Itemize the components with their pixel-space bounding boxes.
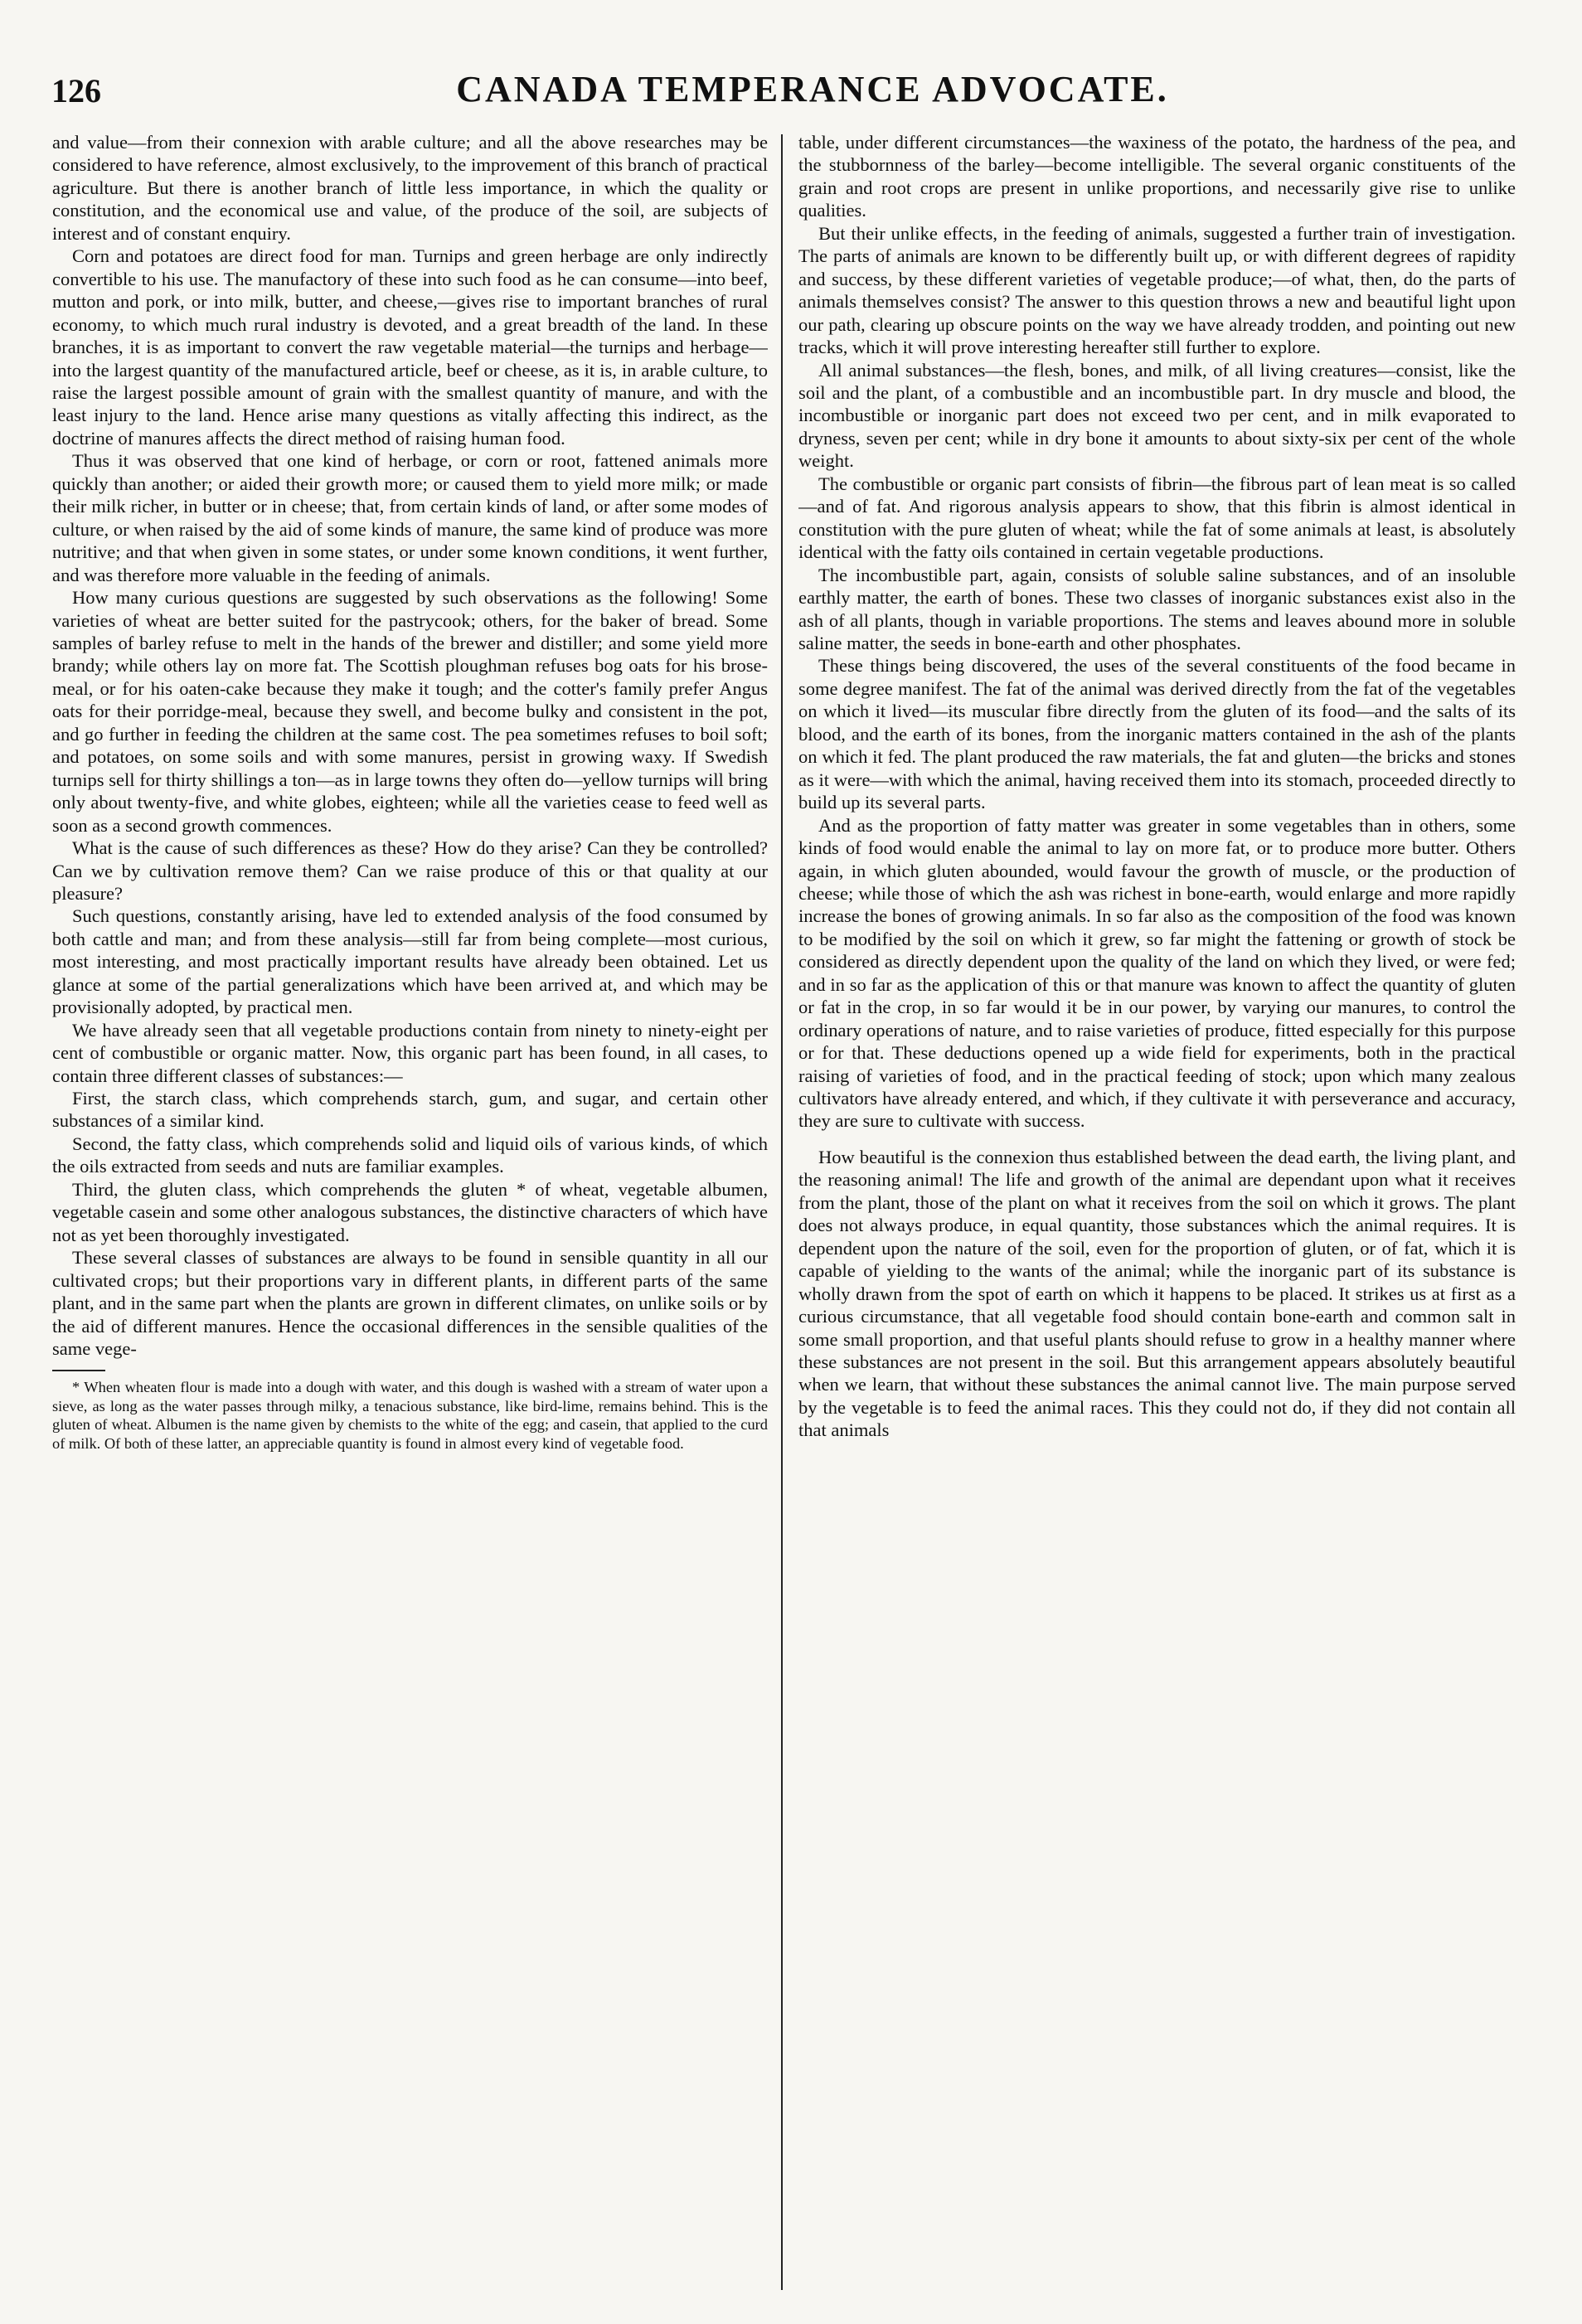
right-column bbox=[798, 131, 1516, 2295]
paragraph: How beautiful is the connexion thus established between the dead earth, the living plant, and the reasoning animal! The life and growth of the animal are dependant upon what it receives from the plant, those of the plant on what it receives from the soil on which it grows. The plant does not always produce, in equal quantity, those substances which the animal requires. It is dependent upon the nature of the soil, even for the proportion of gluten, or of fat, which it is capable of yielding to the wants of the animal; while the inorganic part of its substance is wholly drawn from the spot of earth on which it happens to be placed. It strikes us at first as a curious circumstance, that all vegetable food should contain bone-earth and common salt in some small proportion, and that useful plants should refuse to grow in a healthy manner where these substances are not present in the soil. But this arrangement appears absolutely beautiful when we learn, that without these substances the animal cannot live. The main purpose served by the vegetable is to feed the animal races. This they could not do, if they did not contain all that animals bbox=[798, 1146, 1516, 1441]
page-number: 126 bbox=[51, 72, 101, 109]
paragraph: The combustible or organic part consists of fibrin—the fibrous part of lean meat is so called—and of fat. And rigorous analysis appears to show, that this fibrin is almost identical in constitution with the pure gluten of wheat; while the fat of some animals at least, is absolutely identical with the fatty oils contained in certain vegetable productions. bbox=[798, 473, 1516, 563]
page-header bbox=[33, 68, 1542, 126]
paragraph: But their unlike effects, in the feeding of animals, suggested a further train of investigation. The parts of animals are known to be differently built up, or with different degrees of rapidity and success, by these different varieties of vegetable produce;—of what, then, do the parts of animals themselves consist? The answer to this question throws a new and beautiful light upon our path, clearing up obscure points on the way we have already trodden, and pointing out new tracks, which it will prove interesting hereafter still further to explore. bbox=[798, 222, 1516, 358]
paragraph: How many curious questions are suggested by such observations as the following! Some varieties of wheat are better suited for the pastrycook; others, for the baker of bread. Some samples of barley refuse to melt in the hands of the brewer and distiller; and some yield more brandy; while others lay on more fat. The Scottish ploughman refuses bog oats for his brose-meal, or for his oaten-cake because they make it tough; and the cotter's family prefer Angus oats for their porridge-meal, because they swell, and become bulky and consistent in the pot, and go further in feeding the children at the same cost. The pea sometimes refuses to boil soft; and potatoes, on some soils and with some manures, persist in growing waxy. If Swedish turnips sell for thirty shillings a ton—as in large towns they often do—yellow turnips will bring only about twenty-five, and white globes, eighteen; while all the varieties cease to feed well as soon as a second growth commences. bbox=[52, 587, 768, 836]
paragraph: table, under different circumstances—the waxiness of the potato, the hardness of the pea, and the stubbornness of the barley—become intelligible. The several organic constituents of the grain and root crops are present in unlike proportions, and necessarily give rise to unlike qualities. bbox=[798, 132, 1516, 221]
paragraph: Third, the gluten class, which comprehends the gluten * of wheat, vegetable albumen, vegetable casein and some other analogous substances, the distinctive characters of which have not as yet been thoroughly investigated. bbox=[52, 1178, 768, 1245]
paragraph: Second, the fatty class, which comprehends solid and liquid oils of various kinds, of which the oils extracted from seeds and nuts are familiar examples. bbox=[52, 1133, 768, 1177]
footnote-text: * When wheaten flour is made into a dough with water, and this dough is washed with a stream of water upon a sieve, as long as the water passes through milky, a tenacious substance, like bird-lime, remains behind. This is the gluten of wheat. Albumen is the name given by chemists to the white of the egg; and casein, that applied to the curd of milk. Of both of these latter, an appreciable quantity is found in almost every kind of vegetable food. bbox=[52, 1379, 768, 1452]
paragraph: What is the cause of such differences as these? How do they arise? Can they be controlled? Can we by cultivation remove them? Can we raise produce of this or that quality at our pleasure? bbox=[52, 837, 768, 904]
paragraph: We have already seen that all vegetable productions contain from ninety to ninety-eight per cent of combustible or organic matter. Now, this organic part has been found, in all cases, to contain three different classes of substances:— bbox=[52, 1019, 768, 1086]
paragraph: These several classes of substances are always to be found in sensible quantity in all our cultivated crops; but their proportions vary in different plants, in different parts of the same plant, and in the same part when the plants are grown in different climates, on unlike soils or by the aid of different manures. Hence the occasional differences in the sensible qualities of the same vege- bbox=[52, 1247, 768, 1360]
paragraph: Such questions, constantly arising, have led to extended analysis of the food consumed by both cattle and man; and from these analysis—still far from being complete—most curious, most interesting, and most practically important results have already been obtained. Let us glance at some of the partial generalizations which have been arrived at, and which may be provisionally adopted, by practical men. bbox=[52, 905, 768, 1018]
paragraph: Thus it was observed that one kind of herbage, or corn or root, fattened animals more quickly than another; or aided their growth more; or caused them to yield more milk; or made their milk richer, in butter or in cheese; that, from certain kinds of land, or after some modes of culture, or when raised by the aid of some kinds of manure, the same kind of produce was more nutritive; and that when given in some states, or under some known conditions, it went further, and was therefore more valuable in the feeding of animals. bbox=[52, 450, 768, 585]
paragraph: All animal substances—the flesh, bones, and milk, of all living creatures—consist, like the soil and the plant, of a combustible and an incombustible part. In dry muscle and blood, the incombustible or inorganic part does not exceed two per cent, and in milk evaporated to dryness, seven per cent; while in dry bone it amounts to about sixty-six per cent of the whole weight. bbox=[798, 359, 1516, 472]
footnote-divider bbox=[52, 1370, 105, 1371]
left-column bbox=[52, 131, 768, 2295]
masthead-title: CANADA TEMPERANCE ADVOCATE. bbox=[456, 69, 1169, 109]
paragraph: And as the proportion of fatty matter was greater in some vegetables than in others, some kinds of food would enable the animal to lay on more fat, or to produce more butter. Others again, in which gluten abounded, would favour the growth of muscle, or the production of cheese; while those of which the ash was richest in bone-earth, would enlarge and more rapidly increase the bones of growing animals. In so far also as the composition of the food was known to be modified by the soil on which it grew, so far might the fattening or growth of stock be considered as directly dependent upon the quality of the land on which they lived, or were fed; and in so far as the application of this or that manure was known to affect the quantity of gluten or fat in the crop, in so far would it be in our power, by varying our manures, to control the ordinary operations of nature, and to raise varieties of produce, fitted especially for this purpose or for that. These deductions opened up a wide field for experiments, both in the practical raising of varieties of food, and in the practical feeding of stock; upon which many zealous cultivators have already entered, and which, if they cultivate it with perseverance and accuracy, they are sure to cultivate with success. bbox=[798, 814, 1516, 1132]
paragraph: and value—from their connexion with arable culture; and all the above researches may be considered to have reference, almost exclusively, to the improvement of this branch of practical agriculture. But there is another branch of little less importance, in which the quality or constitution, and the economical use and value, of the produce of the soil, are subjects of interest and of constant enquiry. bbox=[52, 132, 768, 244]
column-divider bbox=[781, 134, 783, 2290]
paragraph: Corn and potatoes are direct food for man. Turnips and green herbage are only indirectly convertible to his use. The manufactory of these into such food as he can consume—into beef, mutton and pork, or into milk, butter, and cheese,—gives rise to important branches of rural economy, to which much rural industry is devoted, and a great breadth of the land. In these branches, it is as important to convert the raw vegetable material—the turnips and herbage—into the largest quantity of the manufactured article, beef or cheese, as it is, in arable culture, to raise the largest possible amount of grain with the smallest quantity of manure, and with the least injury to the land. Hence arise many questions as vitally affecting this indirect, as the doctrine of manures affects the direct method of raising human food. bbox=[52, 245, 768, 449]
footnote bbox=[52, 1378, 768, 1453]
paragraph: First, the starch class, which comprehends starch, gum, and sugar, and certain other substances of a similar kind. bbox=[52, 1088, 768, 1132]
paragraph: These things being discovered, the uses of the several constituents of the food became in some degree manifest. The fat of the animal was derived directly from the fat of the vegetables on which it lived—its muscular fibre directly from the gluten of its food—and the salts of its blood, and the earth of its bones, from the inorganic matters contained in the ash of the plants on which it fed. The plant produced the raw materials, the fat and gluten—the bricks and stones as it were—with which the animal, having received them into its stomach, proceeded directly to build up its several parts. bbox=[798, 655, 1516, 813]
paragraph: The incombustible part, again, consists of soluble saline substances, and of an insoluble earthly matter, the earth of bones. These two classes of inorganic substances exist also in the ash of all plants, though in variable proportions. The stems and leaves abound more in soluble saline matter, the seeds in bone-earth and other phosphates. bbox=[798, 564, 1516, 653]
